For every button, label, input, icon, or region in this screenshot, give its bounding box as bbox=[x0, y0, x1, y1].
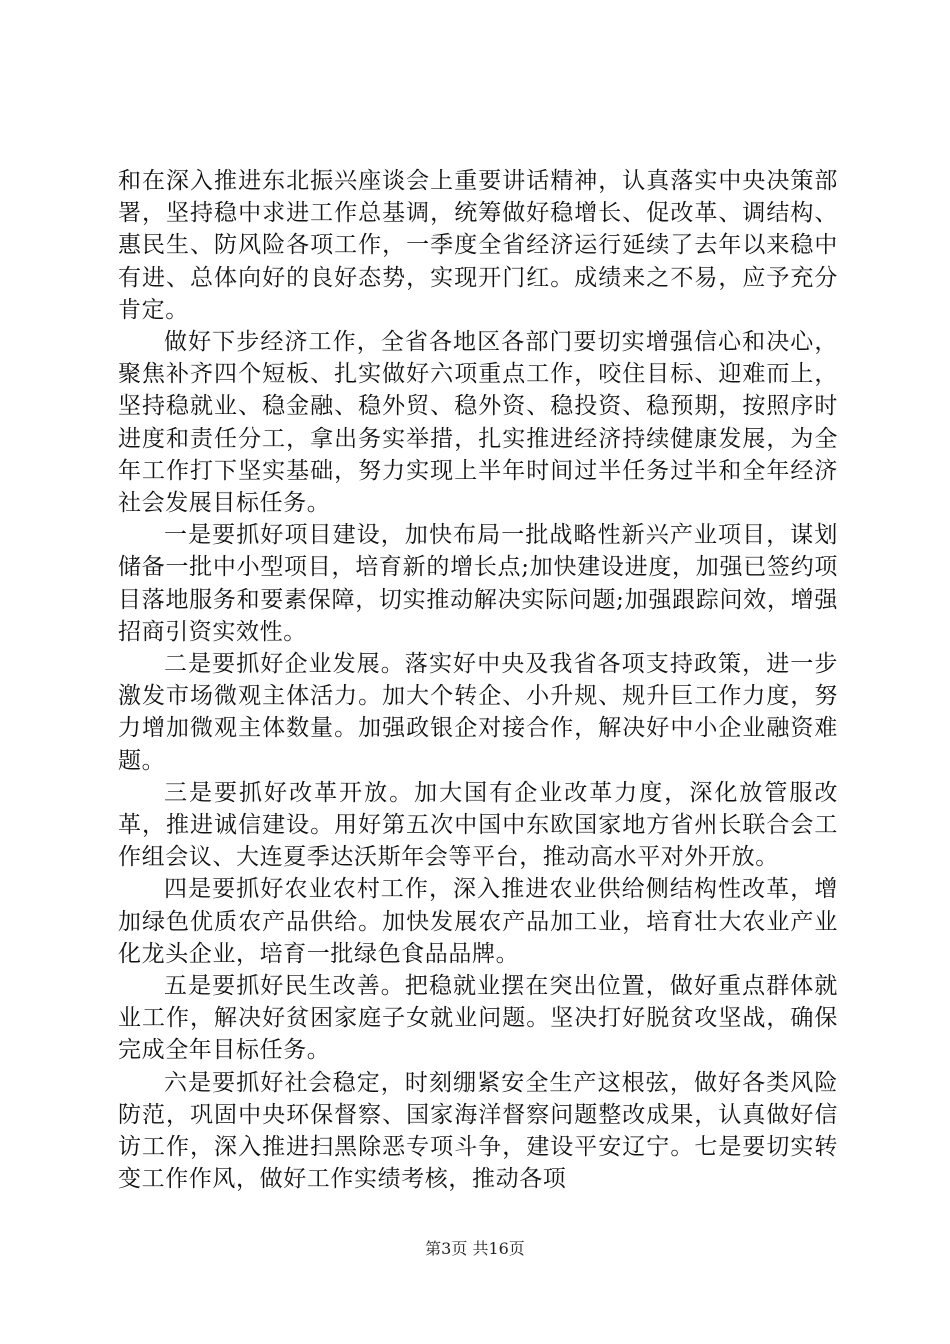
paragraph-6: 四是要抓好农业农村工作，深入推进农业供给侧结构性改革，增加绿色优质农产品供给。加快发展农产品加工业，培育壮大农业产业化龙头企业，培育一批绿色食品品牌。 bbox=[118, 876, 838, 967]
body-text bbox=[118, 165, 838, 1196]
page-number-label: 第3页 共16页 bbox=[425, 1239, 525, 1258]
paragraph-5: 三是要抓好改革开放。加大国有企业改革力度，深化放管服改革，推进诚信建设。用好第五次中国中东欧国家地方省州长联合会工作组会议、大连夏季达沃斯年会等平台，推动高水平对外开放。 bbox=[118, 779, 838, 871]
paragraph-8: 六是要抓好社会稳定，时刻绷紧安全生产这根弦，做好各类风险防范，巩固中央环保督察、国家海洋督察问题整改成果，认真做好信访工作，深入推进扫黑除恶专项斗争，建设平安辽宁。七是要切实转变工作作风，做好工作实绩考核，推动各项 bbox=[118, 1069, 838, 1193]
paragraph-3: 一是要抓好项目建设，加快布局一批战略性新兴产业项目，谋划储备一批中小型项目，培育新的增长点;加快建设进度，加强已签约项目落地服务和要素保障，切实推动解决实际问题;加强跟踪问效，增强招商引资实效性。 bbox=[118, 522, 838, 645]
page-footer bbox=[0, 1236, 950, 1259]
paragraph-2: 做好下步经济工作，全省各地区各部门要切实增强信心和决心，聚焦补齐四个短板、扎实做好六项重点工作，咬住目标、迎难而上，坚持稳就业、稳金融、稳外贸、稳外资、稳投资、稳预期，按照序时进度和责任分工，拿出务实举措，扎实推进经济持续健康发展，为全年工作打下坚实基础，努力实现上半年时间过半任务过半和全年经济社会发展目标任务。 bbox=[118, 329, 838, 517]
paragraph-1: 和在深入推进东北振兴座谈会上重要讲话精神，认真落实中央决策部署，坚持稳中求进工作总基调，统筹做好稳增长、促改革、调结构、惠民生、防风险各项工作，一季度全省经济运行延续了去年以来稳中有进、总体向好的良好态势，实现开门红。成绩来之不易，应予充分肯定。 bbox=[118, 168, 838, 323]
paragraph-4: 二是要抓好企业发展。落实好中央及我省各项支持政策，进一步激发市场微观主体活力。加大个转企、小升规、规升巨工作力度，努力增加微观主体数量。加强政银企对接合作，解决好中小企业融资难题。 bbox=[118, 651, 838, 774]
paragraph-7: 五是要抓好民生改善。把稳就业摆在突出位置，做好重点群体就业工作，解决好贫困家庭子女就业问题。坚决打好脱贫攻坚战，确保完成全年目标任务。 bbox=[118, 973, 838, 1064]
